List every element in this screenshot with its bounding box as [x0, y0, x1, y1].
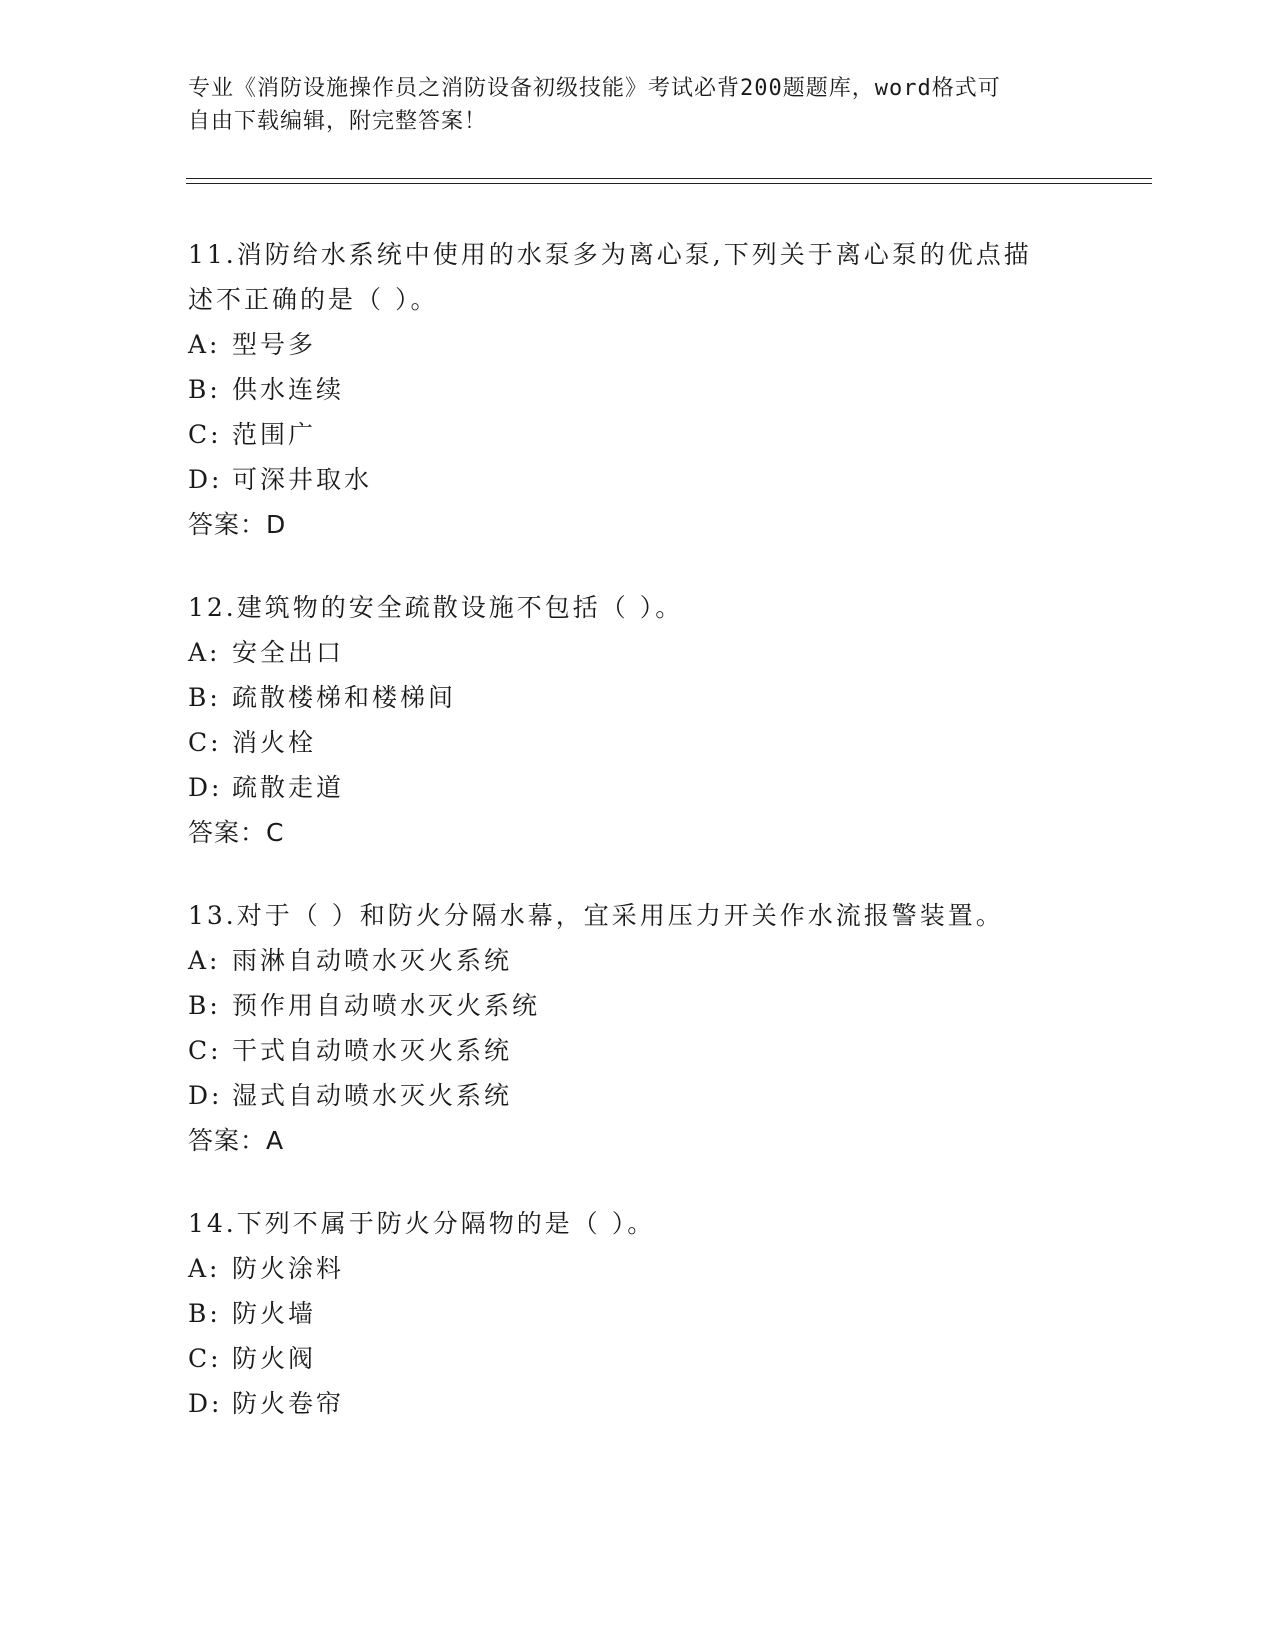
option-text: 干式自动喷水灭火系统	[232, 1036, 513, 1065]
option-d	[188, 1381, 1088, 1426]
option-key: A:	[188, 1254, 221, 1283]
header-title-line-1: 专业《消防设施操作员之消防设备初级技能》考试必背200题题库，word格式可	[188, 76, 1001, 101]
option-key: A:	[188, 330, 221, 359]
option-a	[188, 322, 1088, 367]
option-c	[188, 412, 1088, 457]
option-key: B:	[188, 991, 221, 1020]
option-c	[188, 1336, 1088, 1381]
option-d	[188, 765, 1088, 810]
option-text: 湿式自动喷水灭火系统	[232, 1081, 513, 1110]
option-text: 防火卷帘	[232, 1389, 345, 1418]
question-stem-line-1: 12.建筑物的安全疏散设施不包括（ ）。	[188, 593, 684, 622]
option-text: 防火涂料	[232, 1254, 345, 1283]
option-text: 消火栓	[232, 728, 317, 757]
option-key: B:	[188, 375, 221, 404]
option-key: A:	[188, 946, 221, 975]
option-d	[188, 457, 1088, 502]
document-header	[188, 72, 1088, 138]
option-text: 防火墙	[232, 1299, 317, 1328]
option-a	[188, 630, 1088, 675]
option-key: C:	[188, 1036, 222, 1065]
question-14	[188, 1201, 1088, 1426]
question-stem-line-1: 11.消防给水系统中使用的水泵多为离心泵,下列关于离心泵的优点描	[188, 240, 1032, 269]
option-key: D:	[188, 1389, 223, 1418]
option-key: C:	[188, 728, 222, 757]
option-b	[188, 675, 1088, 720]
option-c	[188, 1028, 1088, 1073]
option-text: 可深井取水	[232, 465, 373, 494]
option-text: 雨淋自动喷水灭火系统	[232, 946, 513, 975]
question-stem-line-1: 14.下列不属于防火分隔物的是（ ）。	[188, 1209, 656, 1238]
option-key: B:	[188, 683, 221, 712]
option-c	[188, 720, 1088, 765]
answer-line: 答案：C	[188, 818, 285, 847]
answer-line: 答案：D	[188, 510, 287, 539]
answer-line: 答案：A	[188, 1126, 285, 1155]
header-title-line-2: 自由下载编辑，附完整答案！	[188, 109, 488, 134]
option-a	[188, 1246, 1088, 1291]
option-key: B:	[188, 1299, 221, 1328]
option-a	[188, 938, 1088, 983]
question-stem-line-1: 13.对于（ ）和防火分隔水幕，宜采用压力开关作水流报警装置。	[188, 901, 1004, 930]
header-divider	[186, 178, 1152, 184]
option-key: C:	[188, 1344, 222, 1373]
question-11	[188, 232, 1088, 547]
option-key: C:	[188, 420, 222, 449]
question-12	[188, 585, 1088, 855]
option-text: 范围广	[232, 420, 317, 449]
option-text: 疏散走道	[232, 773, 345, 802]
option-text: 预作用自动喷水灭火系统	[232, 991, 541, 1020]
option-text: 防火阀	[232, 1344, 317, 1373]
option-b	[188, 1291, 1088, 1336]
option-key: D:	[188, 1081, 223, 1110]
option-text: 供水连续	[232, 375, 345, 404]
option-text: 型号多	[232, 330, 317, 359]
option-text: 疏散楼梯和楼梯间	[232, 683, 457, 712]
option-text: 安全出口	[232, 638, 345, 667]
question-list	[188, 232, 1088, 1464]
question-stem-line-2: 述不正确的是（ ）。	[188, 285, 439, 314]
option-d	[188, 1073, 1088, 1118]
option-b	[188, 983, 1088, 1028]
option-b	[188, 367, 1088, 412]
option-key: D:	[188, 465, 223, 494]
question-13	[188, 893, 1088, 1163]
option-key: A:	[188, 638, 221, 667]
option-key: D:	[188, 773, 223, 802]
